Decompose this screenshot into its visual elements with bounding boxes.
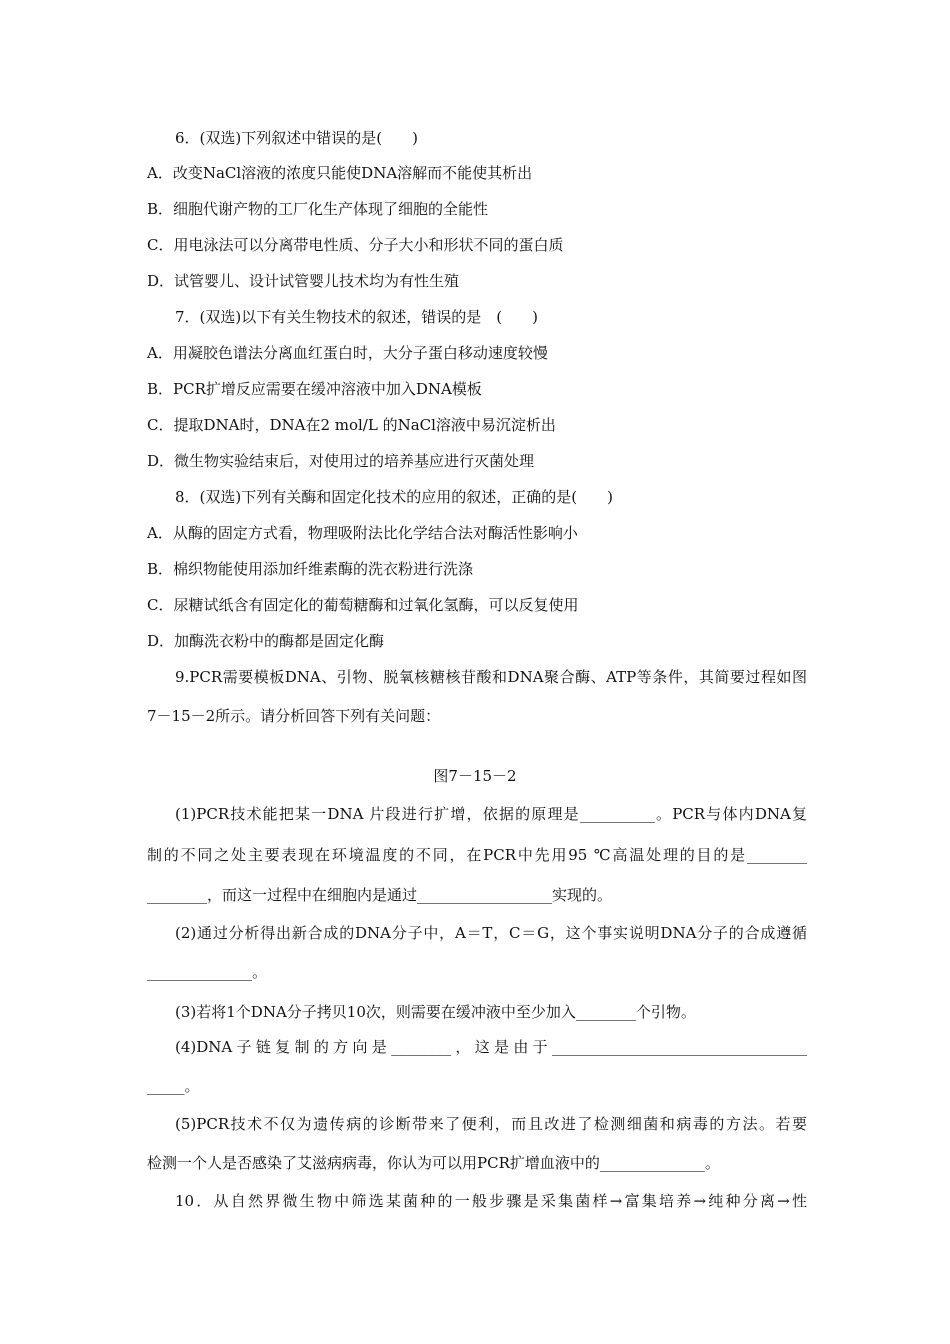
q6-option-c: C．用电泳法可以分离带电性质、分子大小和形状不同的蛋白质 [147,236,564,254]
q8-option-c: C．尿糖试纸含有固定化的葡萄糖酶和过氧化氢酶，可以反复使用 [147,596,579,614]
q7-stem: 7．(双选)以下有关生物技术的叙述，错误的是 ( ) [175,308,538,326]
q9-part4-line1: (4)DNA子链复制的方向是________，这是由于__________________________________ [175,1038,807,1056]
q9-part1-line2: 制的不同之处主要表现在环境温度的不同，在PCR中先用95 ℃高温处理的目的是________ [147,846,807,864]
q6-option-a: A．改变NaCl溶液的浓度只能使DNA溶解而不能使其析出 [147,164,533,182]
q7-option-c: C．提取DNA时，DNA在2 mol/L 的NaCl溶液中易沉淀析出 [147,416,556,434]
q8-option-d: D．加酶洗衣粉中的酶都是固定化酶 [147,632,385,650]
q8-option-b: B．棉织物能使用添加纤维素酶的洗衣粉进行洗涤 [147,560,474,578]
q8-stem: 8．(双选)下列有关酶和固定化技术的应用的叙述，正确的是( ) [175,488,613,506]
q9-part1-line1: (1)PCR技术能把某一DNA 片段进行扩增，依据的原理是__________。PCR与体内DNA复 [175,805,807,823]
q9-part1-line3: ________，而这一过程中在细胞内是通过__________________实现的。 [147,886,613,904]
q7-option-a: A．用凝胶色谱法分离血红蛋白时，大分子蛋白移动速度较慢 [147,344,548,362]
q9-part2-line1: (2)通过分析得出新合成的DNA分子中，A＝T，C＝G，这个事实说明DNA分子的合成遵循 [175,924,807,942]
q9-part4-line2: _____。 [147,1077,200,1095]
q7-option-d: D．微生物实验结束后，对使用过的培养基应进行灭菌处理 [147,452,535,470]
q9-stem-line2: 7－15－2所示。请分析回答下列有关问题： [147,707,441,725]
q8-option-a: A．从酶的固定方式看，物理吸附法比化学结合法对酶活性影响小 [147,524,578,542]
q9-part2-line2: ______________。 [147,963,268,981]
figure-caption: 图7－15－2 [433,767,517,785]
q6-option-b: B．细胞代谢产物的工厂化生产体现了细胞的全能性 [147,200,489,218]
q6-option-d: D．试管婴儿、设计试管婴儿技术均为有性生殖 [147,272,460,290]
q6-stem: 6．(双选)下列叙述中错误的是( ) [175,129,418,147]
q7-option-b: B．PCR扩增反应需要在缓冲溶液中加入DNA模板 [147,380,482,398]
q9-stem-line1: 9.PCR需要模板DNA、引物、脱氧核糖核苷酸和DNA聚合酶、ATP等条件，其简要过程如图 [175,668,807,686]
q9-part5-line2: 检测一个人是否感染了艾滋病病毒，你认为可以用PCR扩增血液中的______________。 [147,1154,720,1172]
q10-stem-line1: 10．从自然界微生物中筛选某菌种的一般步骤是采集菌样→富集培养→纯种分离→性 [175,1192,807,1210]
q9-part3-line1: (3)若将1个DNA分子拷贝10次，则需要在缓冲液中至少加入________个引物。 [175,1003,696,1021]
q9-part5-line1: (5)PCR技术不仅为遗传病的诊断带来了便利，而且改进了检测细菌和病毒的方法。若要 [175,1115,807,1133]
